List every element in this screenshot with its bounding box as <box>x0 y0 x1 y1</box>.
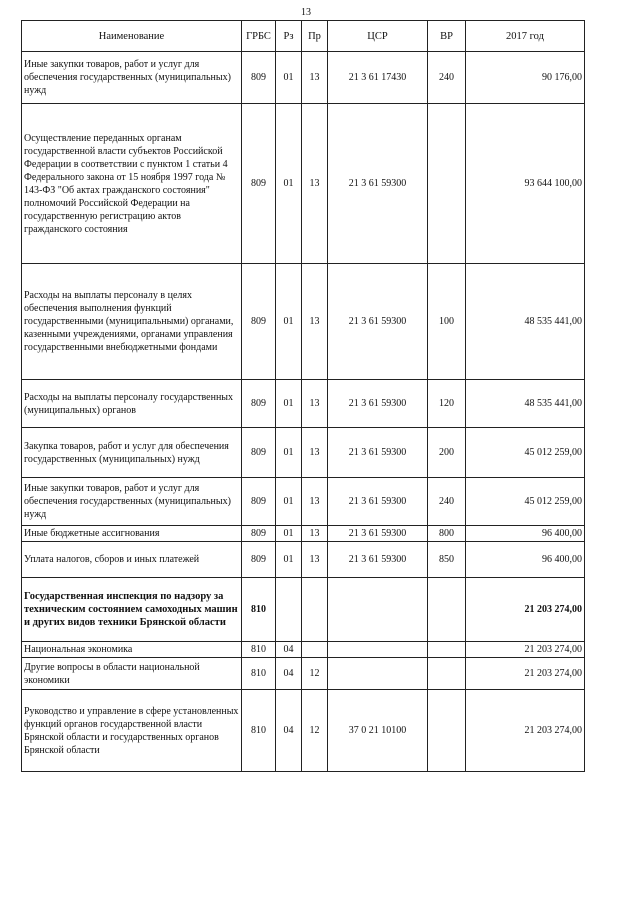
row-rz: 01 <box>276 542 302 578</box>
row-rz: 01 <box>276 428 302 478</box>
row-vr: 200 <box>428 428 466 478</box>
row-vr: 120 <box>428 380 466 428</box>
row-vr <box>428 578 466 642</box>
row-vr <box>428 658 466 690</box>
row-amount: 21 203 274,00 <box>466 658 585 690</box>
row-vr <box>428 104 466 264</box>
row-amount: 96 400,00 <box>466 542 585 578</box>
row-rz: 01 <box>276 380 302 428</box>
row-csr: 21 3 61 59300 <box>328 478 428 526</box>
row-name: Иные закупки товаров, работ и услуг для обеспечения государственных (муниципальных) нужд <box>22 478 242 526</box>
row-pr: 12 <box>302 658 328 690</box>
row-name: Иные закупки товаров, работ и услуг для обеспечения государственных (муниципальных) нужд <box>22 52 242 104</box>
row-csr <box>328 658 428 690</box>
row-pr: 13 <box>302 104 328 264</box>
table-row <box>22 658 585 690</box>
row-csr: 21 3 61 59300 <box>328 104 428 264</box>
row-amount: 48 535 441,00 <box>466 380 585 428</box>
row-grbs: 810 <box>242 578 276 642</box>
row-csr: 21 3 61 59300 <box>328 542 428 578</box>
row-rz: 01 <box>276 52 302 104</box>
row-name: Осуществление переданных органам государственной власти субъектов Российской Федерации в соответствии с пунктом 1 статьи 4 Федерального закона от 15 ноября 1997 года № 143-ФЗ "Об актах гражданского состояния" полномочий Российской Федерации на государственную регистрацию актов гражданского состояния <box>22 104 242 264</box>
table-row <box>22 428 585 478</box>
row-name: Расходы на выплаты персоналу в целях обеспечения выполнения функций государственными (муниципальными) органами, казенными учреждениями, органами управления государственными внебюджетными фондами <box>22 264 242 380</box>
header-row <box>22 21 585 52</box>
row-grbs: 810 <box>242 642 276 658</box>
row-vr: 240 <box>428 52 466 104</box>
row-pr: 13 <box>302 542 328 578</box>
table-row <box>22 642 585 658</box>
row-pr: 13 <box>302 52 328 104</box>
row-grbs: 809 <box>242 478 276 526</box>
row-rz: 04 <box>276 690 302 772</box>
row-amount: 48 535 441,00 <box>466 264 585 380</box>
row-vr <box>428 690 466 772</box>
row-amount: 93 644 100,00 <box>466 104 585 264</box>
row-grbs: 809 <box>242 428 276 478</box>
row-amount: 45 012 259,00 <box>466 478 585 526</box>
row-pr: 13 <box>302 264 328 380</box>
row-vr: 100 <box>428 264 466 380</box>
row-csr: 21 3 61 59300 <box>328 526 428 542</box>
row-csr: 37 0 21 10100 <box>328 690 428 772</box>
page-number: 13 <box>301 7 311 18</box>
row-grbs: 809 <box>242 52 276 104</box>
row-rz: 04 <box>276 658 302 690</box>
row-amount: 90 176,00 <box>466 52 585 104</box>
row-pr: 13 <box>302 428 328 478</box>
row-vr: 850 <box>428 542 466 578</box>
header-rz: Рз <box>276 21 302 52</box>
row-pr: 13 <box>302 526 328 542</box>
row-grbs: 809 <box>242 380 276 428</box>
row-rz: 01 <box>276 264 302 380</box>
row-pr: 13 <box>302 478 328 526</box>
row-pr <box>302 642 328 658</box>
header-csr: ЦСР <box>328 21 428 52</box>
table-row <box>22 542 585 578</box>
row-amount: 45 012 259,00 <box>466 428 585 478</box>
header-year: 2017 год <box>466 21 585 52</box>
row-rz <box>276 578 302 642</box>
header-grbs: ГРБС <box>242 21 276 52</box>
header-vr: ВР <box>428 21 466 52</box>
row-vr: 240 <box>428 478 466 526</box>
row-amount: 96 400,00 <box>466 526 585 542</box>
table-row <box>22 690 585 772</box>
row-grbs: 809 <box>242 526 276 542</box>
row-csr: 21 3 61 17430 <box>328 52 428 104</box>
row-rz: 01 <box>276 478 302 526</box>
table-row <box>22 264 585 380</box>
row-name: Расходы на выплаты персоналу государственных (муниципальных) органов <box>22 380 242 428</box>
row-name: Закупка товаров, работ и услуг для обеспечения государственных (муниципальных) нужд <box>22 428 242 478</box>
row-grbs: 809 <box>242 542 276 578</box>
row-pr <box>302 578 328 642</box>
table-row <box>22 104 585 264</box>
row-grbs: 810 <box>242 658 276 690</box>
table-row <box>22 578 585 642</box>
table-row <box>22 52 585 104</box>
row-csr <box>328 642 428 658</box>
row-name: Государственная инспекция по надзору за техническим состоянием самоходных машин и других видов техники Брянской области <box>22 578 242 642</box>
header-pr: Пр <box>302 21 328 52</box>
row-rz: 01 <box>276 526 302 542</box>
row-name: Иные бюджетные ассигнования <box>22 526 242 542</box>
table-row <box>22 380 585 428</box>
row-csr <box>328 578 428 642</box>
row-grbs: 809 <box>242 104 276 264</box>
row-vr: 800 <box>428 526 466 542</box>
row-name: Другие вопросы в области национальной экономики <box>22 658 242 690</box>
row-pr: 13 <box>302 380 328 428</box>
row-vr <box>428 642 466 658</box>
row-amount: 21 203 274,00 <box>466 690 585 772</box>
row-amount: 21 203 274,00 <box>466 578 585 642</box>
table-row <box>22 526 585 542</box>
row-csr: 21 3 61 59300 <box>328 264 428 380</box>
budget-table <box>21 20 585 772</box>
row-grbs: 809 <box>242 264 276 380</box>
row-csr: 21 3 61 59300 <box>328 380 428 428</box>
row-rz: 01 <box>276 104 302 264</box>
row-csr: 21 3 61 59300 <box>328 428 428 478</box>
row-name: Национальная экономика <box>22 642 242 658</box>
table-row <box>22 478 585 526</box>
row-amount: 21 203 274,00 <box>466 642 585 658</box>
row-name: Уплата налогов, сборов и иных платежей <box>22 542 242 578</box>
header-name: Наименование <box>22 21 242 52</box>
row-grbs: 810 <box>242 690 276 772</box>
row-name: Руководство и управление в сфере установленных функций органов государственной власти Брянской области и государственных органов Брянской области <box>22 690 242 772</box>
row-pr: 12 <box>302 690 328 772</box>
row-rz: 04 <box>276 642 302 658</box>
